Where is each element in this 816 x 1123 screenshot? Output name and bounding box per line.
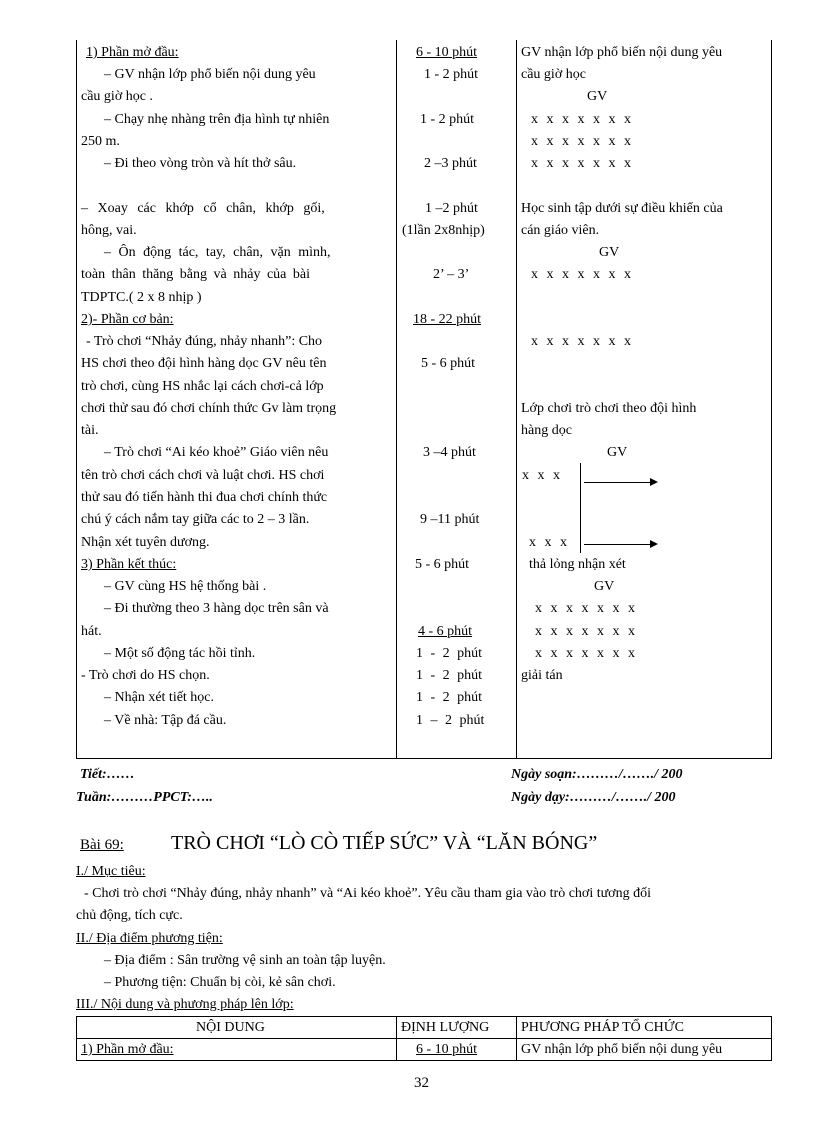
location-line: – Địa điểm : Sân trường vệ sinh an toàn tập luyện. [104,953,386,968]
tiet-label: Tiết:…… [80,767,135,782]
duration-cell: 5 - 6 phút [421,356,476,371]
table2-border-bottom [76,1060,772,1061]
content-line: - Trò chơi do HS chọn. [81,668,210,683]
duration-cell: 6 - 10 phút [416,45,478,60]
duration-cell: (1lần 2x8nhịp) [402,223,485,238]
section-content-title-text: III./ Nội dung và phương pháp lên lớp: [76,997,294,1012]
content-line: – Trò chơi “Ai kéo khoẻ” Giáo viên nêu [104,445,329,460]
table2-header-content: NỘI DUNG [196,1020,265,1035]
duration-cell: 1 - 2 phút [416,668,483,683]
formation-row: x x x x x x x [531,112,631,127]
page-number: 32 [414,1075,429,1091]
table2-border-col1 [396,1016,397,1061]
section-location-title [76,930,223,948]
method-line: thả lỏng nhận xét [529,557,626,572]
content-line: cầu giờ học . [81,89,153,104]
duration-cell: 1 –2 phút [425,201,478,216]
table2-header-method: PHƯƠNG PHÁP TỔ CHỨC [521,1020,684,1035]
table1-border-col1 [396,40,397,758]
content-line: - Trò chơi “Nhảy đúng, nhảy nhanh”: Cho [86,334,323,349]
content-line: tên trò chơi cách chơi và luật chơi. HS chơi [81,468,325,483]
content-line: TDPTC.( 2 x 8 nhịp ) [81,290,202,305]
table2-border-top [76,1016,772,1017]
formation-row: x x x x x x x [535,601,635,616]
objectives-line: - Chơi trò chơi “Nhảy đúng, nhảy nhanh” và “Ai kéo khoẻ”. Yêu cầu tham gia vào trò chơi tương đối [84,886,651,901]
table1-border-left [76,40,77,758]
duration-cell: 18 - 22 phút [413,312,482,327]
formation-gv-label: GV [594,579,615,594]
content-line: – Đi theo vòng tròn và hít thở sâu. [104,156,297,171]
arrow-right-icon [650,478,658,486]
lesson-number: Bài 69: [80,837,124,853]
duration-cell: 3 –4 phút [423,445,476,460]
content-line: thử sau đó tiến hành thi đua chơi chính thức [81,490,328,505]
lesson-title: TRÒ CHƠI “LÒ CÒ TIẾP SỨC” VÀ “LĂN BÓNG” [171,832,598,854]
table2-row-method: GV nhận lớp phổ biến nội dung yêu [521,1042,723,1057]
content-line: tài. [81,423,99,438]
content-line: – Ôn động tác, tay, chân, vặn mình, [104,245,331,260]
table1-border-bottom [76,758,772,759]
content-line: – GV cùng HS hệ thống bài . [104,579,267,594]
tug-team-row: x x x [529,535,567,550]
duration-cell: 2 –3 phút [424,156,477,171]
duration-cell: 5 - 6 phút [415,557,470,572]
equipment-line: – Phương tiện: Chuẩn bị còi, kẻ sân chơi. [104,975,336,990]
table2-border-mid [76,1038,772,1039]
duration-cell: 1 - 2 phút [424,67,479,82]
content-line: 3) Phần kết thúc: [81,557,177,572]
content-line: hông, vai. [81,223,137,238]
method-line: cầu giờ học [521,67,586,82]
duration-cell: 2’ – 3’ [433,267,470,282]
formation-row: x x x x x x x [535,624,635,639]
content-line: 2)- Phần cơ bản: [81,312,174,327]
section-location-title-text: II./ Địa điểm phương tiện: [76,931,223,946]
formation-row: x x x x x x x [535,646,635,661]
table2-row-content [81,1041,174,1059]
formation-row: x x x x x x x [531,334,631,349]
content-line: hát. [81,624,102,639]
content-line: – Xoay các khớp cổ chân, khớp gối, [81,201,325,216]
formation-row: x x x x x x x [531,134,631,149]
duration-cell: 4 - 6 phút [418,624,473,639]
table2-border-col2 [516,1016,517,1061]
content-line: chơi thử sau đó chơi chính thức Gv làm trọng [81,401,337,416]
table2-border-right [771,1016,772,1061]
content-line: 250 m. [81,134,120,149]
objectives-line: chủ động, tích cực. [76,908,183,923]
section-content-title [76,996,294,1014]
tug-divider [580,463,581,553]
formation-gv-label: GV [607,445,628,460]
content-line: chú ý cách nắm tay giữa các to 2 – 3 lần. [81,512,310,527]
table1-border-col2 [516,40,517,758]
content-line: – Đi thường theo 3 hàng dọc trên sân và [104,601,329,616]
method-line: cán giáo viên. [521,223,600,238]
method-line: Học sinh tập dưới sự điều khiển của [521,201,723,216]
section-objectives-title: I./ Mục tiêu: [76,864,146,879]
content-line: Nhận xét tuyên dương. [81,535,210,550]
ngay-soan-label: Ngày soạn:………/……./ 200 [511,767,683,782]
method-line: hàng dọc [521,423,572,438]
arrow-right-icon [650,540,658,548]
method-line: GV nhận lớp phổ biến nội dung yêu [521,45,723,60]
content-line: HS chơi theo đội hình hàng dọc GV nêu tên [81,356,327,371]
content-line: toàn thân thăng bằng và nhảy của bài [81,267,310,282]
duration-cell: 1 - 2 phút [416,646,483,661]
formation-gv-label: GV [599,245,620,260]
duration-cell: 9 –11 phút [420,512,480,527]
content-line: – Chạy nhẹ nhàng trên địa hình tự nhiên [104,112,330,127]
table2-border-left [76,1016,77,1061]
content-line: – Nhận xét tiết học. [104,690,215,705]
method-line: Lớp chơi trò chơi theo đội hình [521,401,697,416]
formation-gv-label: GV [587,89,608,104]
ngay-day-label: Ngày dạy:………/……./ 200 [511,790,676,805]
duration-cell: 1 - 2 phút [420,112,475,127]
content-line: trò chơi, cùng HS nhắc lại cách chơi-cả lớp [81,379,324,394]
table2-header-duration: ĐỊNH LƯỢNG [401,1020,490,1035]
content-line: – GV nhận lớp phổ biến nội dung yêu [104,67,316,82]
table2-row-content-text: 1) Phần mở đầu: [81,1042,174,1057]
duration-cell: 1 – 2 phút [416,713,485,728]
content-line: – Một số động tác hồi tỉnh. [104,646,256,661]
formation-row: x x x x x x x [531,156,631,171]
duration-cell: 1 - 2 phút [416,690,483,705]
content-line: – Về nhà: Tập đá cầu. [104,713,227,728]
tug-arrow-line [584,482,650,483]
table2-row-duration [416,1041,477,1059]
content-line: 1) Phần mở đầu: [86,45,179,60]
tuan-ppct-label: Tuần:………PPCT:….. [76,790,213,805]
tug-arrow-line [584,544,650,545]
formation-row: x x x x x x x [531,267,631,282]
tug-team-row: x x x [522,468,560,483]
method-line: giải tán [521,668,563,683]
table2-row-duration-text: 6 - 10 phút [416,1042,478,1057]
table1-border-right [771,40,772,758]
